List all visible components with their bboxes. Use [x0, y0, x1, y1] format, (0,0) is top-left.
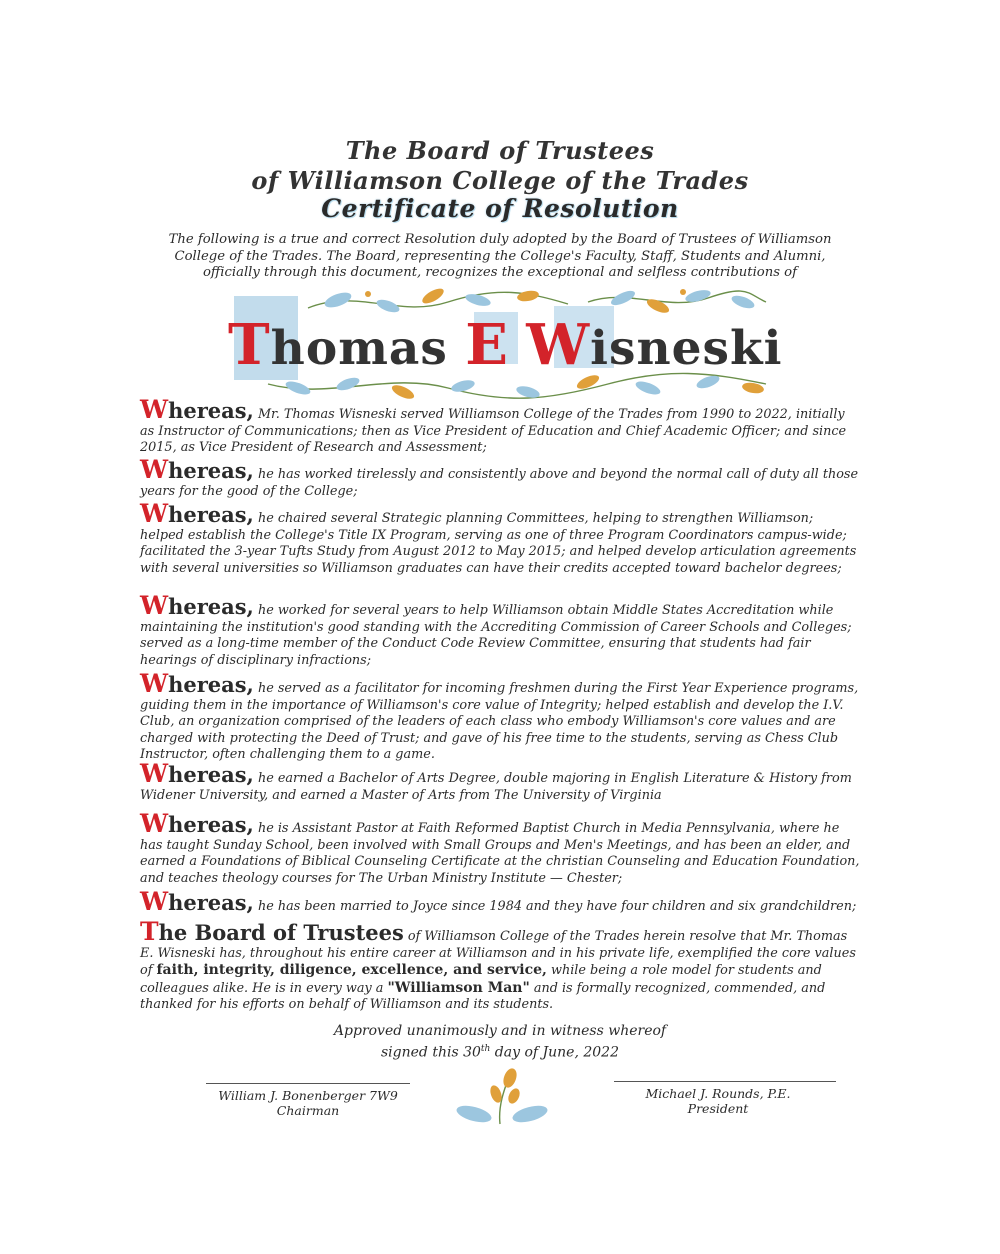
core-values: faith, integrity, diligence, excellence, and service, — [156, 962, 547, 979]
signer-left-name: William J. Bonenberger 7W9 — [218, 1088, 398, 1103]
signer-left-title: Chairman — [276, 1103, 340, 1118]
floral-sprig-icon — [448, 1066, 552, 1126]
whereas-paragraph — [140, 591, 860, 669]
whereas-paragraph — [140, 887, 860, 916]
resolution-lead: he Board of Trustees — [158, 920, 404, 945]
honoree-name — [228, 312, 783, 378]
whereas-label: Whereas, — [140, 395, 254, 424]
resolution-text-a: of Williamson College of the Trades herein resolve that Mr. Thomas E. Wisneski has, throughout his entire career at Williamson and in his private life, exemplified the core values of — [140, 929, 856, 979]
signature-left — [196, 1088, 420, 1118]
whereas-label: Whereas, — [140, 499, 254, 528]
whereas-label: Whereas, — [140, 887, 254, 916]
williamson-man: "Williamson Man" — [387, 979, 530, 996]
whereas-text: he chaired several Strategic planning Committees, helping to strengthen Williamson; helped establish the College's Title IX Program, serving as one of three Program Coordinators campus-wide; facilitated the 3-year Tufts Study from August 2012 to May 2015; and helped develop articulation agreements with several universities so Williamson graduates can have their credits accepted toward bachelor degrees; — [140, 511, 857, 576]
approval-statement — [300, 1022, 700, 1062]
whereas-paragraph — [140, 809, 860, 887]
name-last-initial: W — [526, 312, 591, 378]
header-certificate-title: Certificate of Resolution — [321, 194, 679, 223]
header-college-name: of Williamson College of the Trades — [251, 166, 749, 195]
whereas-paragraph — [140, 395, 860, 457]
whereas-paragraph — [140, 455, 860, 500]
signature-right — [606, 1086, 830, 1116]
name-first-initial: T — [228, 312, 271, 378]
intro-paragraph: The following is a true and correct Resolution duly adopted by the Board of Trustees of Williamson College of the Trades. The Board, representing the College's Faculty, Staff, Students and Alumni, officially through this document, recognizes the exceptional and selfless contributions of — [168, 232, 832, 280]
signer-right-name: Michael J. Rounds, P.E. — [645, 1086, 791, 1101]
whereas-label: Whereas, — [140, 759, 254, 788]
whereas-paragraph — [140, 499, 860, 577]
name-first-rest: homas — [270, 321, 448, 376]
resolution-lead-initial: T — [140, 917, 159, 946]
whereas-text: he has been married to Joyce since 1984 and they have four children and six grandchildren; — [257, 899, 857, 914]
header-board-title: The Board of Trustees — [345, 136, 655, 165]
whereas-paragraph — [140, 759, 860, 804]
resolution-paragraph — [140, 917, 860, 1014]
approval-line-1: Approved unanimously and in witness whereof — [333, 1023, 667, 1039]
name-last-rest: isneski — [590, 321, 783, 376]
resolution-text-c: and is formally recognized, commended, and thanked for his efforts on behalf of Williamson and its students. — [140, 980, 826, 1013]
name-middle-initial: E — [465, 312, 509, 378]
signature-line-right — [614, 1081, 836, 1082]
signature-line-left — [206, 1083, 410, 1084]
resolution-text-b: while being a role model for students and colleagues alike. He is in every way a — [140, 963, 822, 996]
whereas-paragraph — [140, 669, 860, 764]
whereas-label: Whereas, — [140, 809, 254, 838]
whereas-text: he served as a facilitator for incoming freshmen during the First Year Experience programs, guiding them in the importance of Williamson's core value of Integrity; helped establish and develop the I.V. Club, an organization comprised of the leaders of each class who embody Williamson's core values and are charged with protecting the Deed of Trust; and gave of his free time to the students, serving as Chess Club Instructor, often challenging them to a game. — [140, 681, 859, 763]
whereas-text: he is Assistant Pastor at Faith Reformed Baptist Church in Media Pennsylvania, where he has taught Sunday School, been involved with Small Groups and Men's Meetings, and has been an elder, and earned a Foundations of Biblical Counseling Certificate at the christian Counseling and Education Foundation, and teaches theology courses for The Urban Ministry Institute — Chester; — [140, 821, 860, 886]
signer-right-title: President — [687, 1101, 749, 1116]
whereas-text: he earned a Bachelor of Arts Degree, double majoring in English Literature & History from Widener University, and earned a Master of Arts from The University of Virginia — [140, 771, 852, 803]
approval-line-2: signed this 30th day of June, 2022 — [381, 1044, 619, 1061]
whereas-text: he has worked tirelessly and consistently above and beyond the normal call of duty all those years for the good of the College; — [140, 467, 859, 499]
whereas-label: Whereas, — [140, 455, 254, 484]
whereas-text: Mr. Thomas Wisneski served Williamson College of the Trades from 1990 to 2022, initially as Instructor of Communications; then as Vice President of Education and Chief Academic Officer; and since 2015, as Vice President of Research and Assessment; — [140, 407, 847, 456]
honoree-name-banner — [228, 288, 783, 400]
whereas-label: Whereas, — [140, 591, 254, 620]
whereas-text: he worked for several years to help Williamson obtain Middle States Accreditation while maintaining the institution's good standing with the Accrediting Commission of Career Schools and Colleges; served as a long-time member of the Conduct Code Review Committee, ensuring that students had fair hearings of disciplinary infractions; — [140, 603, 852, 668]
whereas-label: Whereas, — [140, 669, 254, 698]
